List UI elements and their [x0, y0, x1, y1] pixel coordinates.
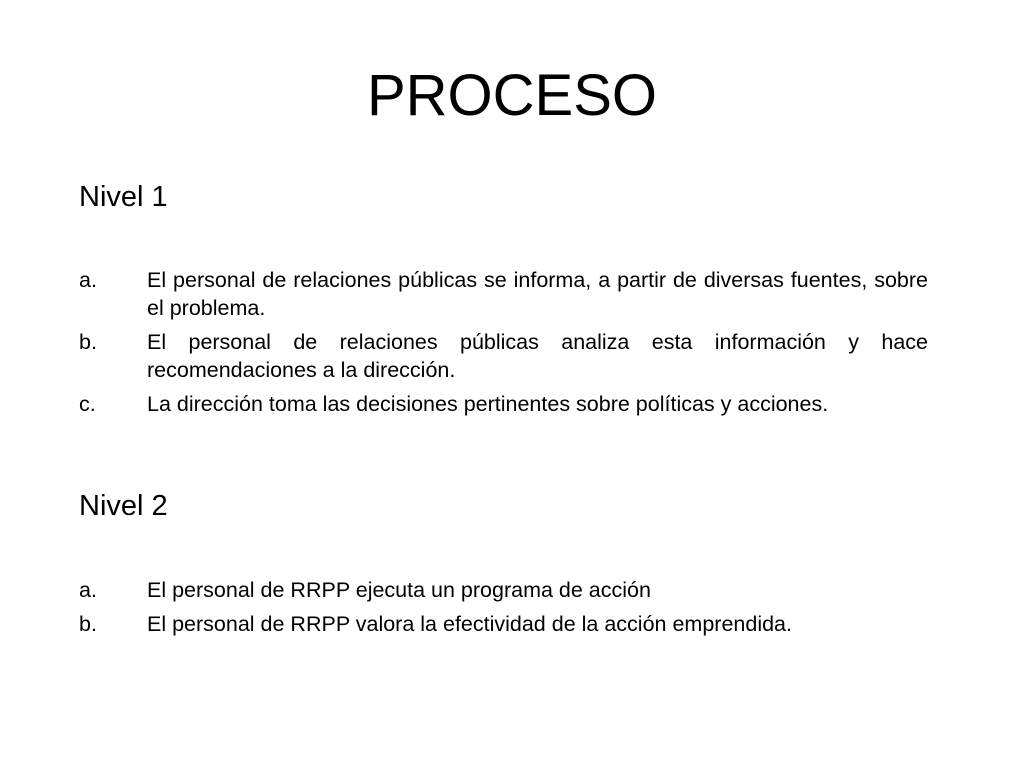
- list-item: [79, 390, 928, 418]
- list-marker: a.: [79, 578, 97, 602]
- list-item-text: El personal de RRPP ejecuta un programa de acción: [147, 578, 651, 602]
- list-item-text: El personal de relaciones públicas se informa, a partir de diversas fuentes, sobre el problema.: [147, 268, 928, 320]
- list-item-text: La dirección toma las decisiones pertinentes sobre políticas y acciones.: [147, 392, 829, 416]
- section-heading-nivel-1: Nivel 1: [79, 181, 168, 213]
- list-marker: b.: [79, 612, 97, 636]
- section-list-nivel-1: [79, 266, 928, 424]
- list-item-text: El personal de RRPP valora la efectividad de la acción emprendida.: [147, 612, 792, 636]
- section-heading-nivel-2: Nivel 2: [79, 490, 168, 522]
- slide-title: PROCESO: [366, 63, 658, 128]
- list-marker: b.: [79, 330, 97, 354]
- list-item: [79, 610, 928, 638]
- list-item: [79, 266, 928, 322]
- section-list-nivel-2: [79, 576, 928, 644]
- list-marker: a.: [79, 268, 97, 292]
- list-item: [79, 328, 928, 384]
- list-item-text: El personal de relaciones públicas analiza esta información y hace recomendaciones a la dirección.: [147, 330, 928, 382]
- list-item: [79, 576, 928, 604]
- list-marker: c.: [79, 392, 96, 416]
